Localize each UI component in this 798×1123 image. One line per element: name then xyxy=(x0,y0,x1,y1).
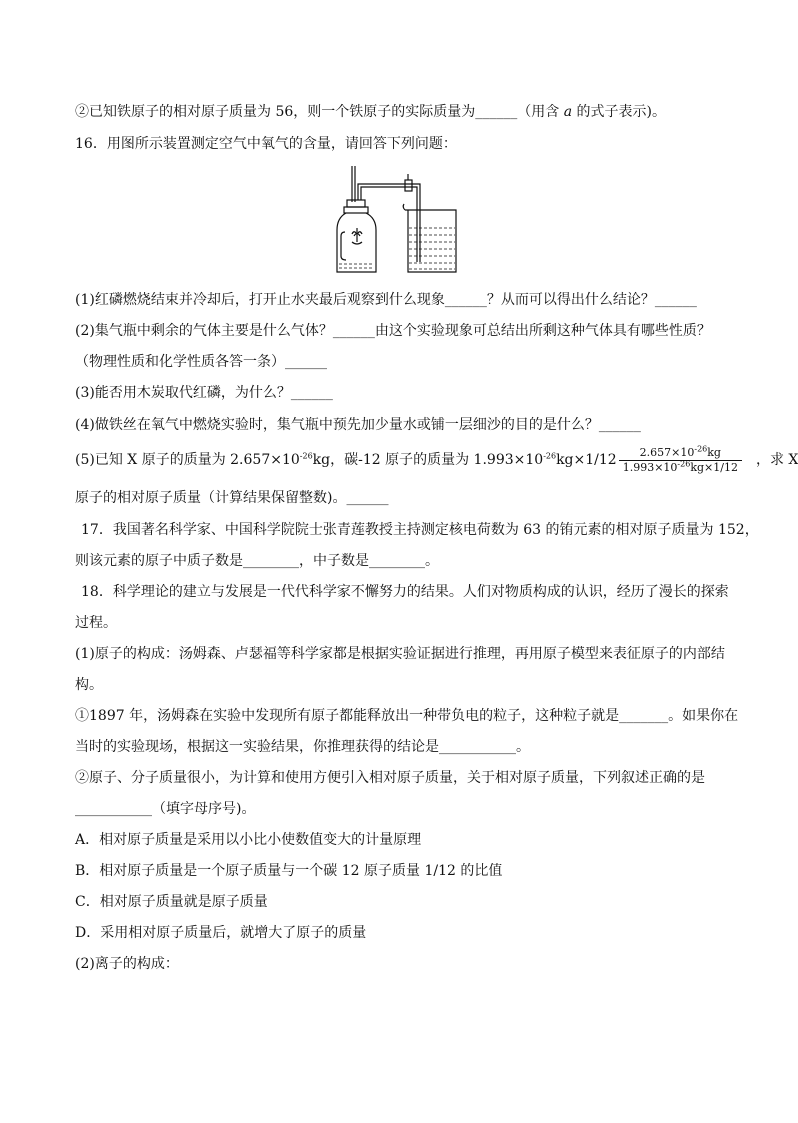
q15-sub2-text-b: 的式子表示)。 xyxy=(572,104,666,120)
q18-c2-line2: ___________（填字母序号)。 xyxy=(75,801,256,817)
q16-sub5-text-b: kg，碳-12 原子的质量为 1.993×10 xyxy=(312,452,544,468)
q15-sub2-text-a: ②已知铁原子的相对原子质量为 56，则一个铁原子的实际质量为______（用含 xyxy=(75,104,564,120)
numerator-exp: -26 xyxy=(694,443,708,453)
option-d: D．采用相对原子质量后，就增大了原子的质量 xyxy=(75,925,367,941)
q16-sub5-text-a: (5)已知 X 原子的质量为 2.657×10 xyxy=(75,452,300,468)
q17-line1: 17．我国著名科学家、中国科学院院士张青莲教授主持测定核电荷数为 63 的铕元素的相对原子质量为 152， xyxy=(81,522,759,538)
denominator-exp: -26 xyxy=(677,458,691,468)
q16-sub5-line1 xyxy=(75,445,798,475)
q18-c1-line1: ①1897 年，汤姆森在实验中发现所有原子都能释放出一种带负电的粒子，这种粒子就是_______。如果你在 xyxy=(75,708,739,724)
q16-sub5-text-d: ，求 X xyxy=(755,452,798,468)
q16-sub4: (4)做铁丝在氧气中燃烧实验时，集气瓶中预先加少量水或铺一层细沙的目的是什么？______ xyxy=(75,417,641,433)
option-c: C．相对原子质量就是原子质量 xyxy=(75,894,268,910)
q18-line2: 过程。 xyxy=(75,615,117,631)
q16-sub5-exp-b: -26 xyxy=(543,451,557,461)
option-b: B．相对原子质量是一个原子质量与一个碳 12 原子质量 1/12 的比值 xyxy=(75,863,503,879)
mass-ratio-fraction xyxy=(619,443,742,475)
q16-heading: 16．用图所示装置测定空气中氧气的含量，请回答下列问题： xyxy=(75,136,457,152)
q18-sub1-line2: 构。 xyxy=(75,677,103,693)
q16-sub5-line2: 原子的相对原子质量（计算结果保留整数)。______ xyxy=(75,490,389,506)
fraction-denominator xyxy=(619,458,742,475)
q18-c1-line2: 当时的实验现场，根据这一实验结果，你推理获得的结论是___________。 xyxy=(75,739,530,755)
q15-sub2 xyxy=(75,102,666,122)
numerator-text-b: kg xyxy=(707,445,721,459)
numerator-text-a: 2.657×10 xyxy=(639,445,695,459)
denominator-text-b: kg×1/12 xyxy=(690,460,738,474)
q18-line1: 18．科学理论的建立与发展是一代代科学家不懈努力的结果。人们对物质构成的认识，经历了漫长的探索 xyxy=(81,584,729,600)
q18-sub1-line1: (1)原子的构成：汤姆森、卢瑟福等科学家都是根据实验证据进行推理，再用原子模型来表征原子的内部结 xyxy=(75,646,725,662)
q16-sub5-exp-a: -26 xyxy=(299,451,313,461)
q16-sub1: (1)红磷燃烧结束并冷却后，打开止水夹最后观察到什么现象______？从而可以得出什么结论？______ xyxy=(75,292,697,308)
q18-sub2: (2)离子的构成： xyxy=(75,956,179,972)
q16-sub5-text-c: kg×1/12 xyxy=(556,452,617,468)
q16-sub2-line2: （物理性质和化学性质各答一条）______ xyxy=(75,354,327,370)
q16-sub3: (3)能否用木炭取代红磷，为什么？______ xyxy=(75,385,333,401)
q18-c2-line1: ②原子、分子质量很小，为计算和使用方便引入相对原子质量，关于相对原子质量，下列叙述正确的是 xyxy=(75,770,705,786)
apparatus-diagram xyxy=(332,162,462,276)
q15-sub2-variable: a xyxy=(563,104,573,120)
q16-sub2-line1: (2)集气瓶中剩余的气体主要是什么气体？______由这个实验现象可总结出所剩这种气体具有哪些性质？ xyxy=(75,323,711,339)
option-a: A．相对原子质量是采用以小比小使数值变大的计量原理 xyxy=(75,832,422,848)
denominator-text-a: 1.993×10 xyxy=(622,460,678,474)
q17-line2: 则该元素的原子中质子数是________，中子数是________。 xyxy=(75,553,439,569)
